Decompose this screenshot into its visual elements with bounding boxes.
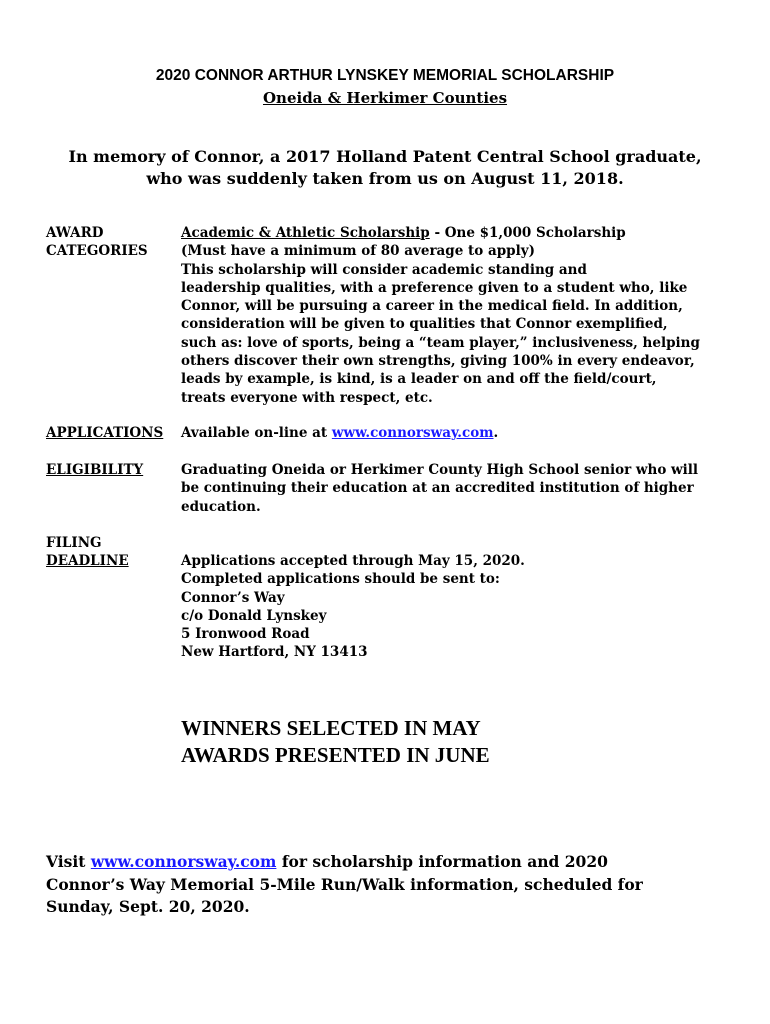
award-line: Connor, will be pursuing a career in the medical field. In addition, xyxy=(181,298,683,315)
footer-text: Visit www.connorsway.com for scholarship information and 2020 Connor’s Way Memorial 5-Mile Run/Walk information, scheduled for Sunday, Sept. 20, 2020. xyxy=(46,851,726,919)
award-line: leadership qualities, with a preference given to a student who, like xyxy=(181,279,688,296)
footer-line: Connor’s Way Memorial 5-Mile Run/Walk information, scheduled for xyxy=(46,874,643,894)
award-description xyxy=(181,224,741,407)
footer-line: Sunday, Sept. 20, 2020. xyxy=(46,897,250,916)
deadline-line: Completed applications should be sent to: xyxy=(181,571,500,588)
award-line: (Must have a minimum of 80 average to apply) xyxy=(181,243,535,260)
award-line: others discover their own strengths, giving 100% in every endeavor, xyxy=(181,353,695,370)
awards-announcement: AWARDS PRESENTED IN JUNE xyxy=(181,743,490,767)
eligibility-text xyxy=(181,461,741,516)
award-line: such as: love of sports, being a “team player,” inclusiveness, helping xyxy=(181,334,700,351)
winners-announcement: WINNERS SELECTED IN MAY xyxy=(181,716,481,740)
eligibility-line: be continuing their education at an accredited institution of higher xyxy=(181,480,694,497)
award-label-2: CATEGORIES xyxy=(46,243,148,259)
connorsway-link[interactable]: www.connorsway.com xyxy=(331,425,494,441)
eligibility-label: ELIGIBILITY xyxy=(46,462,144,478)
deadline-line: c/o Donald Lynskey xyxy=(181,607,327,624)
award-category-name: Academic & Athletic Scholarship xyxy=(181,225,430,241)
award-label-1: AWARD xyxy=(46,225,104,241)
deadline-label-2: DEADLINE xyxy=(46,553,129,569)
deadline-line: 5 Ironwood Road xyxy=(181,626,310,643)
footer-connorsway-link[interactable]: www.connorsway.com xyxy=(90,852,277,871)
award-line: leads by example, is kind, is a leader on and off the field/court, xyxy=(181,371,657,388)
page-subtitle: Oneida & Herkimer Counties xyxy=(262,89,508,107)
memorial-line-2: who was suddenly taken from us on August 11, 2018. xyxy=(146,169,624,188)
deadline-label-1: FILING xyxy=(46,535,102,551)
deadline-line: New Hartford, NY 13413 xyxy=(181,644,368,661)
deadline-line: Connor’s Way xyxy=(181,589,285,606)
eligibility-line: Graduating Oneida or Herkimer County High School senior who will xyxy=(181,462,699,478)
deadline-text xyxy=(181,552,741,662)
award-line: This scholarship will consider academic standing and xyxy=(181,261,587,278)
award-line: consideration will be given to qualities that Connor exemplified, xyxy=(181,316,668,333)
page-title: 2020 CONNOR ARTHUR LYNSKEY MEMORIAL SCHOLARSHIP xyxy=(155,67,615,84)
applications-label: APPLICATIONS xyxy=(46,425,164,441)
award-category-amount: - One $1,000 Scholarship xyxy=(429,225,626,241)
eligibility-line: education. xyxy=(181,498,261,515)
applications-text: Available on-line at www.connorsway.com. xyxy=(181,425,499,441)
award-line: treats everyone with respect, etc. xyxy=(181,389,433,406)
deadline-line: Applications accepted through May 15, 2020. xyxy=(181,553,525,569)
memorial-line-1: In memory of Connor, a 2017 Holland Patent Central School graduate, xyxy=(68,147,702,166)
